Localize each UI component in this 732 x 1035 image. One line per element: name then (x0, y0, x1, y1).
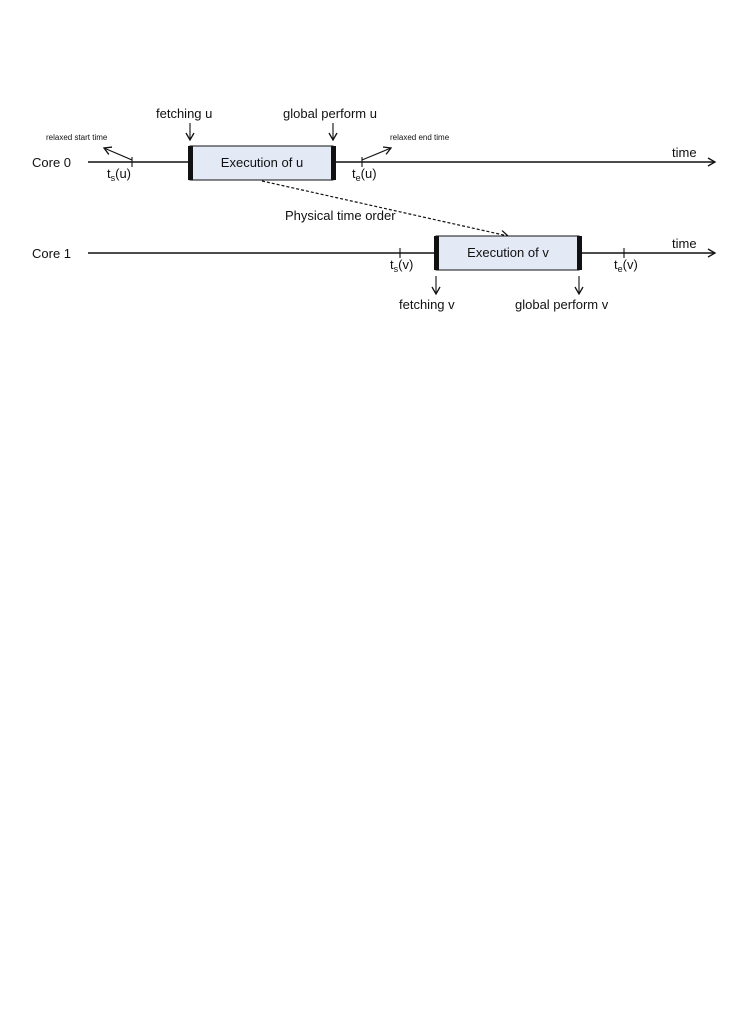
execution-u-right-edge (331, 146, 336, 180)
execution-u-left-edge (188, 146, 193, 180)
execution-v-label: Execution of v (467, 245, 549, 260)
relaxed-end-arrow (362, 148, 391, 160)
physical-time-order-label: Physical time order (285, 208, 396, 223)
ts-u-label: $t_s(u)$ (107, 166, 132, 183)
global-perform-u-label: global perform u (283, 106, 377, 121)
fetching-v-label: fetching v (399, 297, 455, 312)
core0-label: Core 0 (32, 155, 72, 170)
relaxed-start-arrow (104, 148, 132, 160)
execution-v-right-edge (577, 236, 582, 270)
relaxed-end-label: relaxed end time (390, 133, 450, 142)
relaxed-start-label: relaxed start time (46, 133, 108, 142)
te-v-label: $t_e(v)$ (614, 257, 638, 274)
core0-time-label: time (672, 145, 697, 160)
fetching-u-label: fetching u (156, 106, 213, 121)
te-u-label: $t_e(u)$ (352, 166, 377, 183)
core1-time-label: time (672, 236, 697, 251)
core1-label: Core 1 (32, 246, 72, 261)
execution-v-left-edge (434, 236, 439, 270)
ts-v-label: $t_s(v)$ (390, 257, 414, 274)
execution-u-label: Execution of u (220, 155, 304, 170)
global-perform-v-label: global perform v (515, 297, 609, 312)
